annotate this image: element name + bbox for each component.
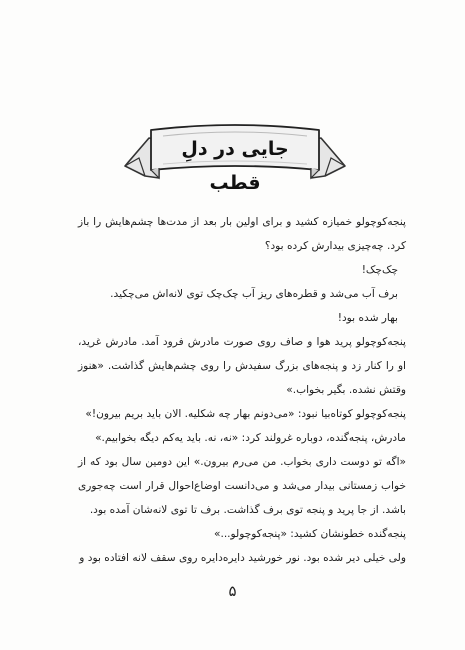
paragraph: ولی خیلی دیر شده بود. نور خورشید دایره‌دایره روی سقف لانه افتاده بود و bbox=[79, 552, 406, 564]
paragraph: پنجه‌گنده خطونشان کشید: «پنجه‌کوچولو...» bbox=[213, 528, 406, 540]
paragraph: مادرش، پنجه‌گنده، دوباره غرولند کرد: «نه، نه. باید یه‌کم دیگه بخوابیم.» bbox=[95, 432, 406, 444]
paragraph: بهار شده بود! bbox=[337, 312, 398, 324]
paragraph: «اگه تو دوست داری بخواب. من می‌رم بیرون.» این دومین سال بود که از خواب زمستانی بیدار می‌شد و می‌دانست اوضاع‌احوال قرار است چه‌جوری باشد. از جا پرید و پنجه توی برف گذاشت. برف تا توی لانه‌شان آمده بود. bbox=[78, 456, 406, 516]
chapter-title: جایی در دلِ قطب bbox=[181, 138, 289, 194]
body-text bbox=[78, 210, 406, 570]
paragraph: پنجه‌کوچولو کوتاه‌بیا نبود: «می‌دونم بهار چه شکلیه. الان باید بریم بیرون!» bbox=[85, 408, 406, 420]
paragraph: چک‌چک! bbox=[361, 264, 398, 276]
paragraph: پنجه‌کوچولو خمیازه کشید و برای اولین بار بعد از مدت‌ها چشم‌هایش را باز کرد. چه‌چیزی بیدارش کرده بود؟ bbox=[78, 216, 406, 252]
page-number: ۵ bbox=[228, 582, 237, 600]
paragraph: پنجه‌کوچولو پرید هوا و صاف روی صورت مادرش فرود آمد. مادرش غرید، او را کنار زد و پنجه‌های بزرگ سفیدش را روی چشم‌هایش گذاشت. «هنوز وقتش نشده. بگیر بخواب.» bbox=[78, 336, 406, 396]
paragraph: برف آب می‌شد و قطره‌های ریز آب چک‌چک توی لانه‌اش می‌چکید. bbox=[110, 288, 398, 300]
chapter-title-banner bbox=[115, 118, 355, 196]
